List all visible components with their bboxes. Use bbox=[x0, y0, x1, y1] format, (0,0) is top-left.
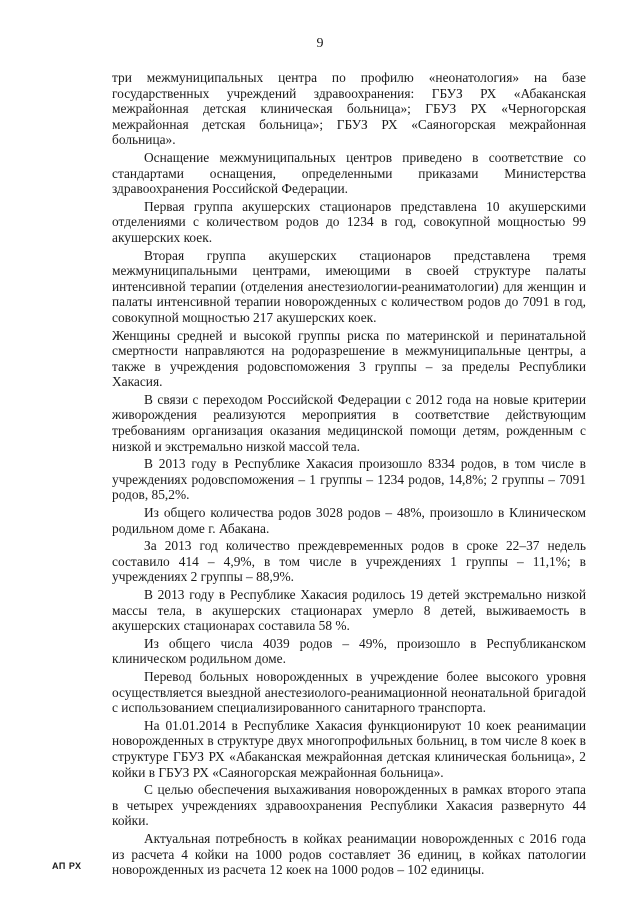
paragraph: С целью обеспечения выхаживания новорожденных в рамках второго этапа в четырех учреждениях здравоохранения Республики Хакасия развернуто 44 койки. bbox=[112, 782, 586, 829]
paragraph: Первая группа акушерских стационаров представлена 10 акушерскими отделениями с количеством родов до 1234 в год, совокупной мощностью 99 акушерских коек. bbox=[112, 198, 586, 245]
paragraph: Женщины средней и высокой группы риска по материнской и перинатальной смертности направляются на родоразрешение в межмуниципальные центры, а также в учреждения родовспоможения 3 группы – за пределы Республики Хакасия. bbox=[112, 327, 586, 390]
footer-stamp: АП РХ bbox=[52, 861, 82, 871]
paragraph: В 2013 году в Республике Хакасия родилось 19 детей экстремально низкой массы тела, в акушерских стационарах умерло 8 детей, выживаемость в акушерских стационарах составила 58 %. bbox=[112, 587, 586, 634]
paragraph: Из общего числа 4039 родов – 49%, произошло в Республиканском клиническом родильном доме. bbox=[112, 635, 586, 667]
paragraph: В 2013 году в Республике Хакасия произошло 8334 родов, в том числе в учреждениях родовспоможения – 1 группы – 1234 родов, 14,8%; 2 группы – 7091 родов, 85,2%. bbox=[112, 456, 586, 503]
paragraph: Вторая группа акушерских стационаров представлена тремя межмуниципальными центрами, имеющими в своей структуре палаты интенсивной терапии (отделения анестезиологии-реаниматологии) для женщин и палаты интенсивной терапии новорожденных с количеством родов до 7091 в год, совокупной мощностью 217 акушерских коек. bbox=[112, 247, 586, 325]
paragraph: В связи с переходом Российской Федерации с 2012 года на новые критерии живорождения реализуются мероприятия в соответствие действующим требованиям организация оказания медицинской помощи детям, рожденным с низкой и экстремально низкой массой тела. bbox=[112, 391, 586, 454]
paragraph: Перевод больных новорожденных в учреждение более высокого уровня осуществляется выездной анестезиолого-реанимационной неонатальной бригадой с использованием специализированного санитарного транспорта. bbox=[112, 668, 586, 716]
paragraph: На 01.01.2014 в Республике Хакасия функционируют 10 коек реанимации новорожденных в структуре двух многопрофильных больниц, в том числе 8 коек в структуре ГБУЗ РХ «Абаканская межрайонная детская клиническая больница», 2 койки в ГБУЗ РХ «Саяногорская межрайонная больница». bbox=[112, 717, 586, 780]
paragraph: Актуальная потребность в койках реанимации новорожденных с 2016 года из расчета 4 койки на 1000 родов составляет 36 единиц, в койках патологии новорожденных из расчета 12 коек на 1000 родов – 102 единицы. bbox=[112, 830, 586, 878]
document-body bbox=[112, 70, 586, 880]
paragraph: За 2013 год количество преждевременных родов в сроке 22–37 недель составило 414 – 4,9%, в том числе в учреждениях 1 группы – 11,1%; в учреждениях 2 группы – 88,9%. bbox=[112, 538, 586, 585]
page-number: 9 bbox=[316, 36, 324, 51]
paragraph: Из общего количества родов 3028 родов – 48%, произошло в Клиническом родильном доме г. Абакана. bbox=[112, 505, 586, 536]
paragraph: три межмуниципальных центра по профилю «неонатология» на базе государственных учреждений здравоохранения: ГБУЗ РХ «Абаканская межрайонная детская клиническая больница»; ГБУЗ РХ «Черногорская межрайонная детская больница»; ГБУЗ РХ «Саяногорская межрайонная больница». bbox=[112, 70, 586, 148]
paragraph: Оснащение межмуниципальных центров приведено в соответствие со стандартами оснащения, определенными приказами Министерства здравоохранения Российской Федерации. bbox=[112, 149, 586, 197]
